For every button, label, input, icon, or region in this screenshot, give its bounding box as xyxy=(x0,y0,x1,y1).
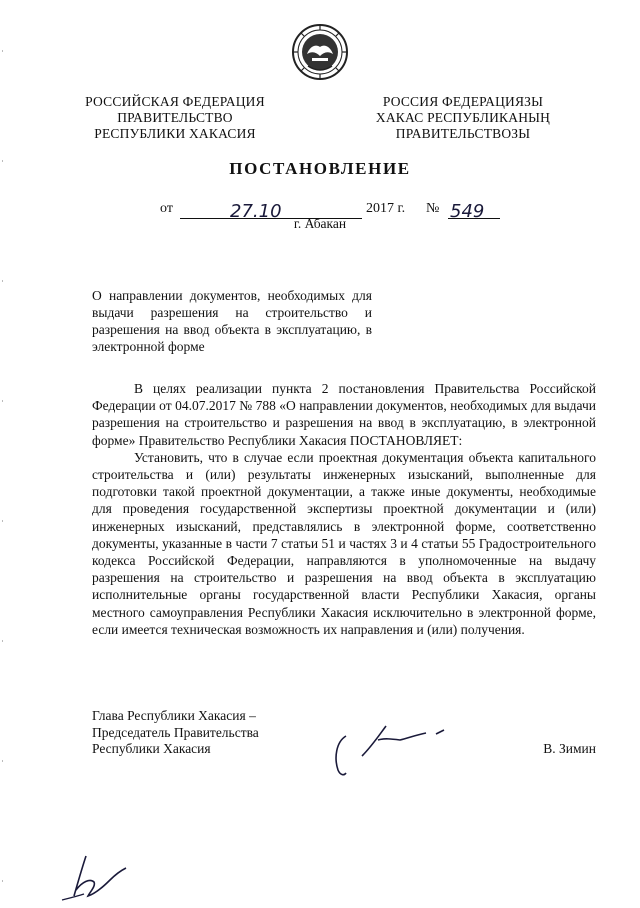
document-body xyxy=(92,380,596,638)
header-left-line-1: РОССИЙСКАЯ ФЕДЕРАЦИЯ xyxy=(85,94,265,109)
signatory-position-line-3: Республики Хакасия xyxy=(92,741,211,756)
signatory-position-line-2: Председатель Правительства xyxy=(92,724,259,740)
header-right-line-2: ХАКАС РЕСПУБЛИКАНЫҢ xyxy=(375,110,551,125)
body-paragraph-preamble: В целях реализации пункта 2 постановления Правительства Российской Федерации от 04.07.2017 № 788 «О направлении документов, необходимых для выдачи разрешения на строительство и разрешения на ввод в эксплуатацию, в электронной форме» Правительство Республики Хакасия ПОСТАНОВЛЯЕТ: xyxy=(92,381,596,448)
signatory-position xyxy=(92,708,332,758)
issuer-header-russian xyxy=(70,94,280,142)
date-prefix: от xyxy=(160,201,173,216)
handwritten-number: 549 xyxy=(450,201,485,222)
issuer-header-khakas xyxy=(358,94,568,142)
body-paragraph-resolution: Установить, что в случае если проектная документация объекта капитального строительства и (или) результаты инженерных изысканий, выполненные для подготовки такой проектной документации, а также иные документы, необходимые для проведения государственной экспертизы проектной документации и (или) инженерных изысканий, представлялись в электронной форме, соответственно документы, указанные в части 7 статьи 51 и частях 3 и 4 статьи 55 Градостроительного кодекса Российской Федерации, направляются в уполномоченные на выдачу разрешения на строительство и разрешения на ввод объекта в эксплуатацию исполнительные органы государственной власти Республики Хакасия, органы местного самоуправления Республики Хакасия исключительно в электронной форме, если имеется техническая возможность их направления и (или) получения. xyxy=(92,449,596,637)
document-subject: О направлении документов, необходимых для выдачи разрешения на строительство и разрешения на ввод объекта в эксплуатацию, в электронной форме xyxy=(92,288,372,354)
document-title: ПОСТАНОВЛЕНИЕ xyxy=(229,159,411,178)
coat-of-arms-icon xyxy=(290,22,350,82)
handwritten-date: 27.10 xyxy=(230,201,282,222)
city-line: г. Абакан xyxy=(293,216,347,231)
header-right-line-1: РОССИЯ ФЕДЕРАЦИЯЗЫ xyxy=(382,94,544,109)
handwritten-signature xyxy=(322,718,472,780)
binding-margin-marks xyxy=(2,40,4,900)
date-year: 2017 г. xyxy=(366,201,406,216)
signatory-name: В. Зимин xyxy=(543,741,596,756)
number-sign: № xyxy=(426,201,440,216)
signatory-position-line-1: Глава Республики Хакасия – xyxy=(92,708,256,723)
header-right-line-3: ПРАВИТЕЛЬСТВОЗЫ xyxy=(395,126,531,141)
header-left-line-2: ПРАВИТЕЛЬСТВО xyxy=(117,110,233,125)
header-left-line-3: РЕСПУБЛИКИ ХАКАСИЯ xyxy=(94,126,256,141)
handwritten-initials xyxy=(58,848,128,903)
